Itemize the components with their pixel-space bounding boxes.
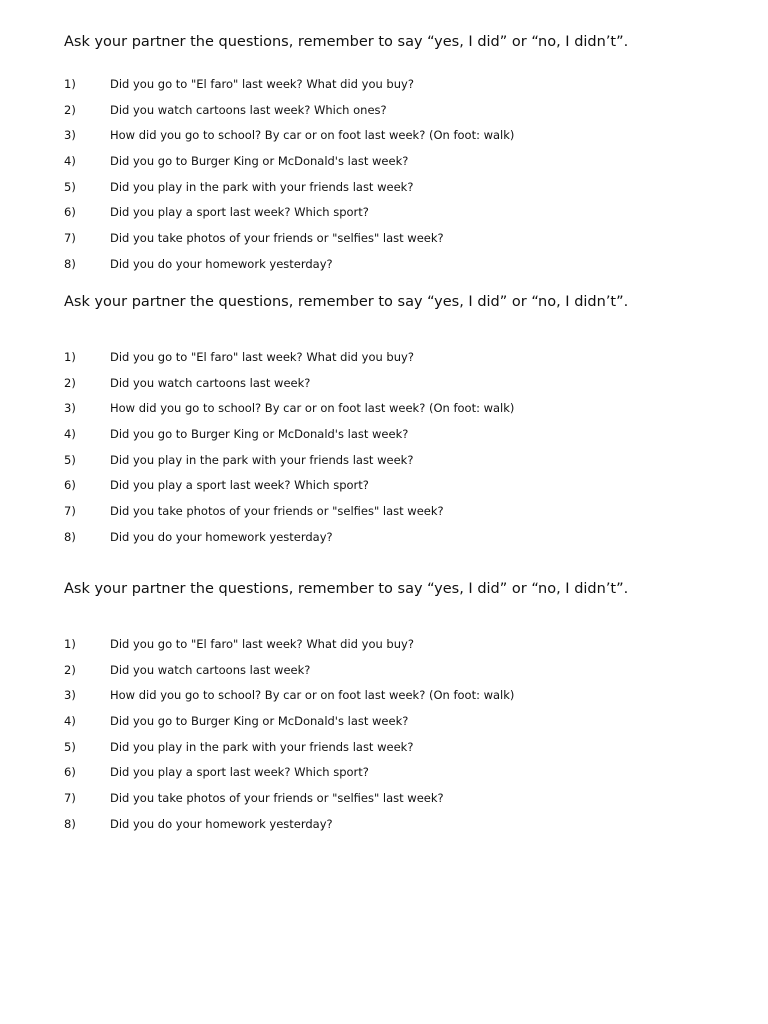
- question-text: Did you play in the park with your friends last week?: [110, 179, 414, 194]
- question-number: 8): [64, 816, 76, 831]
- question-text: Did you go to Burger King or McDonald's last week?: [110, 427, 409, 442]
- question-number: 4): [64, 714, 76, 729]
- question-number: 8): [64, 529, 76, 544]
- question-text: How did you go to school? By car or on foot last week? (On foot: walk): [110, 128, 515, 143]
- section-3-instruction: Ask your partner the questions, remember to say “yes, I did” or “no, I didn’t”.: [64, 581, 629, 597]
- question-number: 5): [64, 179, 76, 194]
- question-number: 7): [64, 791, 76, 806]
- question-text: Did you take photos of your friends or "selfies" last week?: [110, 791, 444, 806]
- section-2-instruction: Ask your partner the questions, remember to say “yes, I did” or “no, I didn’t”.: [64, 294, 629, 310]
- question-number: 6): [64, 205, 76, 220]
- question-text: Did you do your homework yesterday?: [110, 529, 333, 544]
- question-text: Did you go to Burger King or McDonald's last week?: [110, 714, 409, 729]
- question-text: Did you go to "El faro" last week? What did you buy?: [110, 77, 414, 91]
- question-text: Did you watch cartoons last week? Which ones?: [110, 102, 387, 117]
- question-text: Did you take photos of your friends or "selfies" last week?: [110, 504, 444, 519]
- question-text: Did you play a sport last week? Which sport?: [110, 205, 369, 220]
- question-text: Did you play in the park with your friends last week?: [110, 452, 414, 467]
- question-text: Did you do your homework yesterday?: [110, 816, 333, 831]
- question-text: How did you go to school? By car or on foot last week? (On foot: walk): [110, 688, 515, 703]
- question-text: Did you play in the park with your friends last week?: [110, 739, 414, 754]
- question-number: 2): [64, 375, 76, 390]
- question-number: 4): [64, 427, 76, 442]
- question-number: 5): [64, 739, 76, 754]
- question-number: 5): [64, 452, 76, 467]
- question-text: Did you watch cartoons last week?: [110, 662, 311, 677]
- question-number: 1): [64, 637, 76, 651]
- question-number: 6): [64, 765, 76, 780]
- question-text: Did you take photos of your friends or "selfies" last week?: [110, 231, 444, 246]
- question-text: Did you watch cartoons last week?: [110, 375, 311, 390]
- question-number: 8): [64, 256, 76, 271]
- question-number: 2): [64, 102, 76, 117]
- question-number: 3): [64, 128, 76, 143]
- question-number: 1): [64, 350, 76, 364]
- question-text: Did you go to "El faro" last week? What did you buy?: [110, 637, 414, 651]
- question-text: Did you do your homework yesterday?: [110, 256, 333, 271]
- question-text: Did you play a sport last week? Which sport?: [110, 765, 369, 780]
- question-number: 1): [64, 77, 76, 91]
- question-number: 2): [64, 662, 76, 677]
- question-number: 6): [64, 478, 76, 493]
- question-text: Did you go to "El faro" last week? What did you buy?: [110, 350, 414, 364]
- question-number: 3): [64, 688, 76, 703]
- question-text: How did you go to school? By car or on foot last week? (On foot: walk): [110, 401, 515, 416]
- question-number: 4): [64, 154, 76, 169]
- question-number: 7): [64, 504, 76, 519]
- question-text: Did you play a sport last week? Which sport?: [110, 478, 369, 493]
- question-number: 3): [64, 401, 76, 416]
- section-1-instruction: Ask your partner the questions, remember to say “yes, I did” or “no, I didn’t”.: [64, 34, 629, 50]
- question-number: 7): [64, 231, 76, 246]
- question-text: Did you go to Burger King or McDonald's last week?: [110, 154, 409, 169]
